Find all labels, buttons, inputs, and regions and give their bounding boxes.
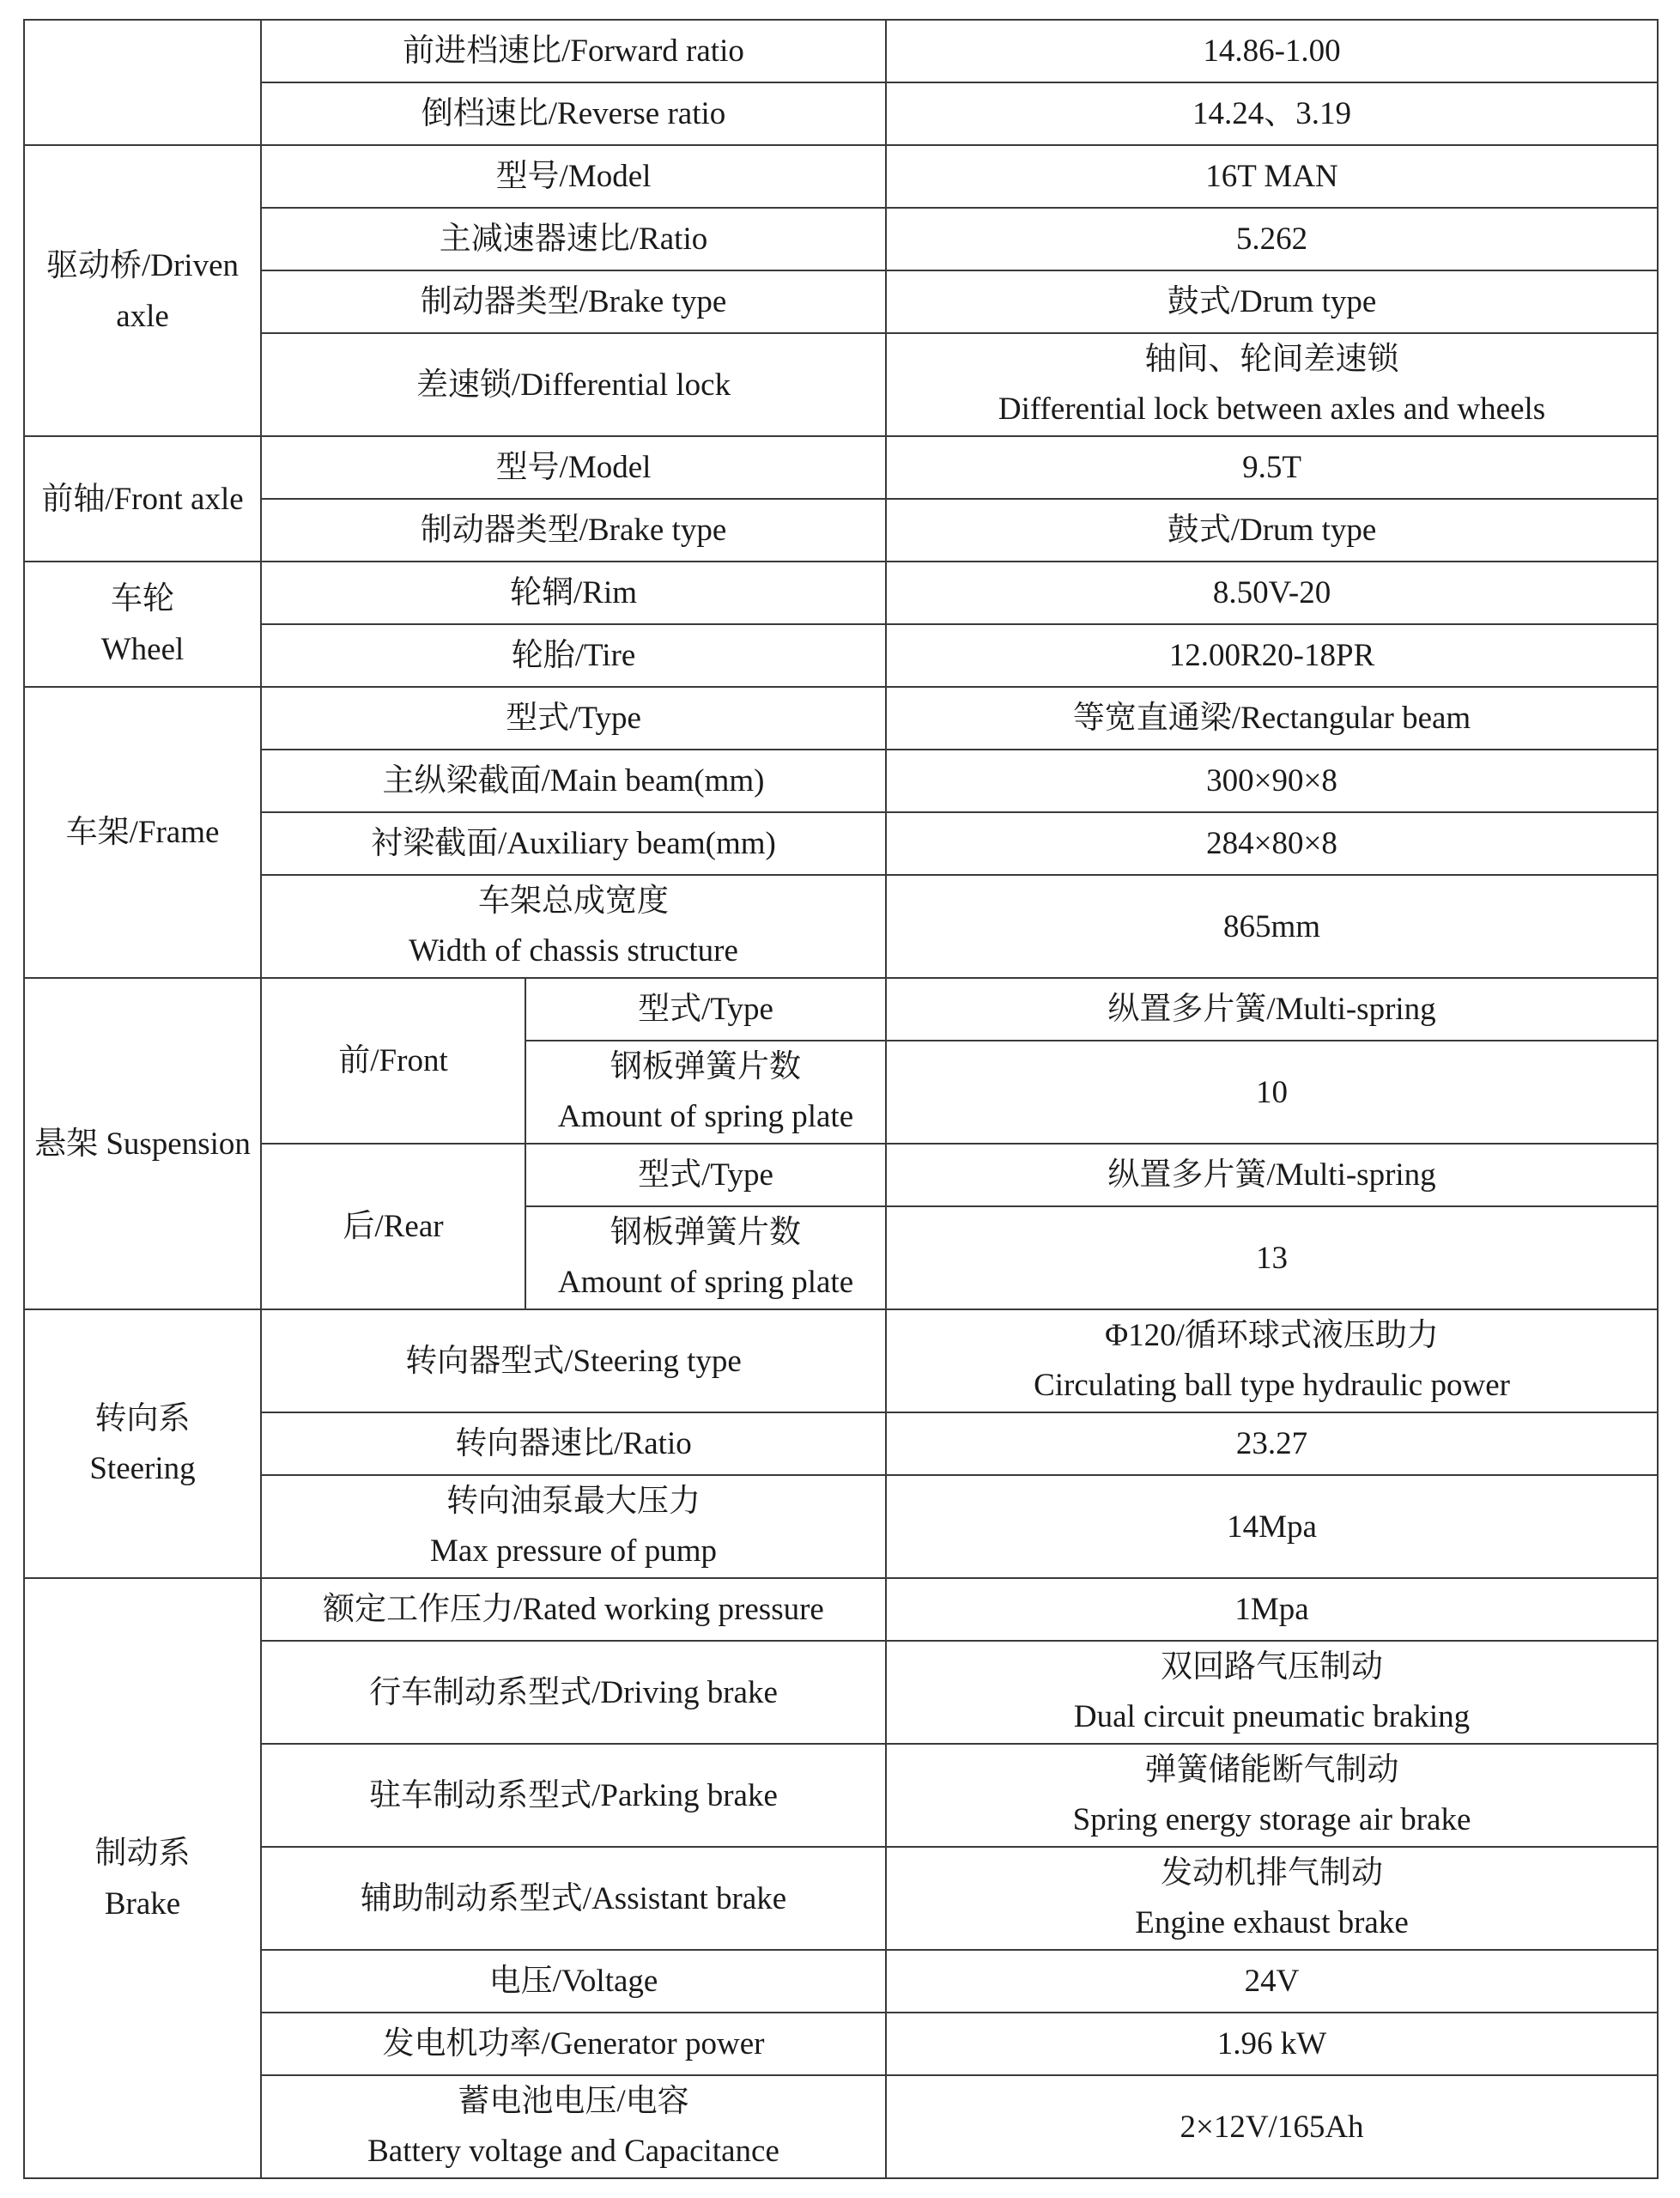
value-cell: 10 xyxy=(886,1041,1658,1144)
table-row xyxy=(24,2075,1658,2178)
value-cell: 鼓式/Drum type xyxy=(886,270,1658,333)
value-cell: 300×90×8 xyxy=(886,750,1658,812)
param-cell: 蓄电池电压/电容 Battery voltage and Capacitance xyxy=(261,2075,886,2178)
param-cell: 型号/Model xyxy=(261,145,886,208)
param-cell: 倒档速比/Reverse ratio xyxy=(261,82,886,145)
value-cell: Φ120/循环球式液压助力 Circulating ball type hydraulic power xyxy=(886,1309,1658,1412)
table-row xyxy=(24,750,1658,812)
value-cell: 284×80×8 xyxy=(886,812,1658,875)
table-row xyxy=(24,20,1658,82)
table-row xyxy=(24,82,1658,145)
param-cell: 额定工作压力/Rated working pressure xyxy=(261,1578,886,1641)
value-cell: 2×12V/165Ah xyxy=(886,2075,1658,2178)
param-cell: 轮胎/Tire xyxy=(261,624,886,687)
table-row xyxy=(24,1950,1658,2013)
table-row xyxy=(24,1744,1658,1847)
category-cell-front-axle: 前轴/Front axle xyxy=(24,436,261,562)
table-row xyxy=(24,1641,1658,1744)
table-row xyxy=(24,1309,1658,1412)
value-cell: 24V xyxy=(886,1950,1658,2013)
param-cell: 驻车制动系型式/Parking brake xyxy=(261,1744,886,1847)
table-row xyxy=(24,1412,1658,1475)
table-row xyxy=(24,1475,1658,1578)
sub-category-cell-rear: 后/Rear xyxy=(261,1144,525,1309)
table-row xyxy=(24,436,1658,499)
table-row xyxy=(24,1847,1658,1950)
table-row xyxy=(24,978,1658,1041)
value-cell: 1.96 kW xyxy=(886,2013,1658,2075)
value-cell: 16T MAN xyxy=(886,145,1658,208)
param-cell: 主减速器速比/Ratio xyxy=(261,208,886,270)
value-cell: 鼓式/Drum type xyxy=(886,499,1658,562)
param-cell: 转向器速比/Ratio xyxy=(261,1412,886,1475)
param-cell: 主纵梁截面/Main beam(mm) xyxy=(261,750,886,812)
table-row xyxy=(24,1144,1658,1206)
value-cell: 23.27 xyxy=(886,1412,1658,1475)
param-cell: 衬梁截面/Auxiliary beam(mm) xyxy=(261,812,886,875)
param-cell: 型式/Type xyxy=(525,1144,886,1206)
table-row xyxy=(24,875,1658,978)
category-cell-driven-axle: 驱动桥/Driven axle xyxy=(24,145,261,436)
category-cell-steering: 转向系 Steering xyxy=(24,1309,261,1578)
value-cell: 双回路气压制动 Dual circuit pneumatic braking xyxy=(886,1641,1658,1744)
param-cell: 转向油泵最大压力 Max pressure of pump xyxy=(261,1475,886,1578)
sub-category-cell-front: 前/Front xyxy=(261,978,525,1144)
category-cell-wheel: 车轮 Wheel xyxy=(24,562,261,687)
value-cell: 9.5T xyxy=(886,436,1658,499)
param-cell: 差速锁/Differential lock xyxy=(261,333,886,436)
table-row xyxy=(24,333,1658,436)
param-cell: 型式/Type xyxy=(525,978,886,1041)
table-row xyxy=(24,499,1658,562)
table-row xyxy=(24,1578,1658,1641)
value-cell: 14Mpa xyxy=(886,1475,1658,1578)
table-row xyxy=(24,2013,1658,2075)
param-cell: 转向器型式/Steering type xyxy=(261,1309,886,1412)
value-cell: 等宽直通梁/Rectangular beam xyxy=(886,687,1658,750)
value-cell: 弹簧储能断气制动 Spring energy storage air brake xyxy=(886,1744,1658,1847)
param-cell: 制动器类型/Brake type xyxy=(261,499,886,562)
param-cell: 型号/Model xyxy=(261,436,886,499)
value-cell: 865mm xyxy=(886,875,1658,978)
param-cell: 辅助制动系型式/Assistant brake xyxy=(261,1847,886,1950)
category-cell-suspension: 悬架 Suspension xyxy=(24,978,261,1309)
value-cell: 14.86-1.00 xyxy=(886,20,1658,82)
param-cell: 轮辋/Rim xyxy=(261,562,886,624)
param-cell: 车架总成宽度 Width of chassis structure xyxy=(261,875,886,978)
table-row xyxy=(24,812,1658,875)
category-cell-empty xyxy=(24,20,261,145)
value-cell: 纵置多片簧/Multi-spring xyxy=(886,978,1658,1041)
table-row xyxy=(24,624,1658,687)
param-cell: 前进档速比/Forward ratio xyxy=(261,20,886,82)
table-row xyxy=(24,687,1658,750)
table-row xyxy=(24,562,1658,624)
value-cell: 8.50V-20 xyxy=(886,562,1658,624)
value-cell: 13 xyxy=(886,1206,1658,1309)
table-row xyxy=(24,145,1658,208)
value-cell: 轴间、轮间差速锁 Differential lock between axles and wheels xyxy=(886,333,1658,436)
table-row xyxy=(24,270,1658,333)
category-cell-brake: 制动系 Brake xyxy=(24,1578,261,2178)
param-cell: 型式/Type xyxy=(261,687,886,750)
param-cell: 钢板弹簧片数 Amount of spring plate xyxy=(525,1041,886,1144)
category-cell-frame: 车架/Frame xyxy=(24,687,261,978)
spec-table xyxy=(23,19,1659,2179)
value-cell: 14.24、3.19 xyxy=(886,82,1658,145)
value-cell: 1Mpa xyxy=(886,1578,1658,1641)
table-row xyxy=(24,208,1658,270)
param-cell: 电压/Voltage xyxy=(261,1950,886,2013)
value-cell: 12.00R20-18PR xyxy=(886,624,1658,687)
param-cell: 制动器类型/Brake type xyxy=(261,270,886,333)
param-cell: 行车制动系型式/Driving brake xyxy=(261,1641,886,1744)
value-cell: 纵置多片簧/Multi-spring xyxy=(886,1144,1658,1206)
value-cell: 发动机排气制动 Engine exhaust brake xyxy=(886,1847,1658,1950)
value-cell: 5.262 xyxy=(886,208,1658,270)
param-cell: 发电机功率/Generator power xyxy=(261,2013,886,2075)
param-cell: 钢板弹簧片数 Amount of spring plate xyxy=(525,1206,886,1309)
